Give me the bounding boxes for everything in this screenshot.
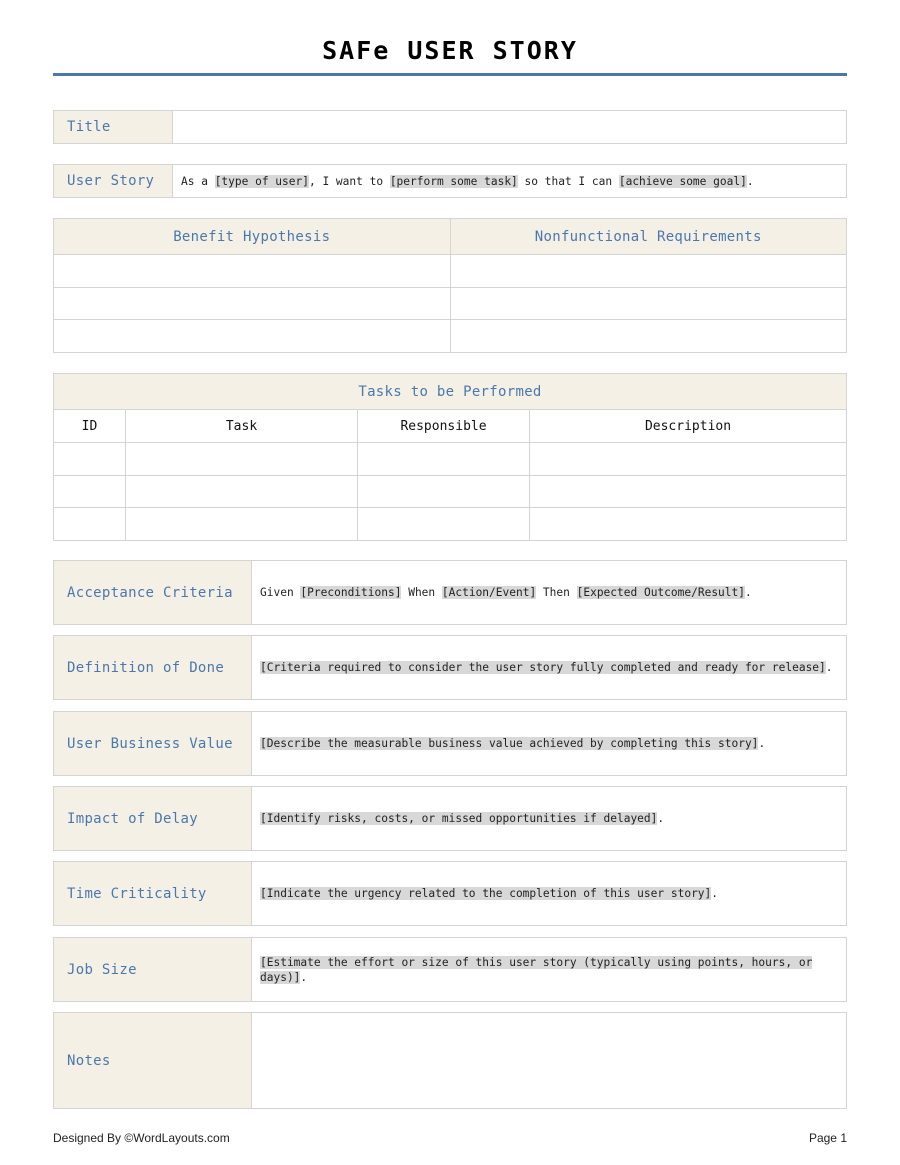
text-fragment: . [745, 586, 752, 599]
user-story-row [53, 164, 847, 198]
definition-of-done-label: Definition of Done [54, 636, 252, 699]
benefit-nfr-table [53, 218, 847, 352]
benefit-cell[interactable] [54, 255, 451, 288]
user-business-value-text[interactable] [252, 712, 846, 775]
benefit-cell[interactable] [54, 288, 451, 320]
job-size-label: Job Size [54, 938, 252, 1001]
text-fragment: As a [181, 174, 215, 188]
id-cell[interactable] [54, 508, 126, 541]
title-divider [53, 73, 847, 76]
impact-of-delay-label: Impact of Delay [54, 787, 252, 850]
placeholder-task[interactable]: [perform some task] [389, 174, 518, 188]
nfr-cell[interactable] [450, 255, 847, 288]
page-title: SAFe USER STORY [322, 36, 578, 65]
time-criticality-row [53, 861, 847, 926]
text-fragment: Then [536, 586, 577, 599]
time-criticality-label: Time Criticality [54, 862, 252, 925]
definition-of-done-text[interactable] [252, 636, 846, 699]
description-cell[interactable] [530, 476, 847, 508]
responsible-cell[interactable] [358, 476, 530, 508]
header-nonfunctional-requirements: Nonfunctional Requirements [450, 219, 847, 255]
table-row [54, 443, 847, 476]
column-header-task: Task [126, 410, 358, 443]
placeholder-business-value[interactable]: [Describe the measurable business value achieved by completing this story] [260, 737, 759, 750]
user-story-label: User Story [54, 165, 173, 197]
id-cell[interactable] [54, 443, 126, 476]
placeholder-impact[interactable]: [Identify risks, costs, or missed opportunities if delayed] [260, 812, 658, 825]
placeholder-goal[interactable]: [achieve some goal] [618, 174, 747, 188]
user-business-value-row [53, 711, 847, 776]
text-fragment: , I want to [308, 174, 390, 188]
impact-of-delay-text[interactable] [252, 787, 846, 850]
acceptance-criteria-label: Acceptance Criteria [54, 561, 252, 624]
text-fragment: so that I can [517, 174, 619, 188]
column-header-id: ID [54, 410, 126, 443]
placeholder-effort[interactable]: [Estimate the effort or size of this user story (typically using points, hours, or days)] [260, 955, 813, 984]
placeholder-urgency[interactable]: [Indicate the urgency related to the completion of this user story] [260, 887, 712, 900]
placeholder-criteria[interactable]: [Criteria required to consider the user story fully completed and ready for release] [260, 661, 826, 674]
description-cell[interactable] [530, 443, 847, 476]
text-fragment: . [758, 737, 766, 750]
title-label: Title [54, 111, 173, 143]
footer-credit: Designed By ©WordLayouts.com [53, 1131, 230, 1145]
tasks-table-title: Tasks to be Performed [54, 374, 847, 410]
impact-of-delay-row [53, 786, 847, 851]
user-business-value-label: User Business Value [54, 712, 252, 775]
description-cell[interactable] [530, 508, 847, 541]
nfr-cell[interactable] [450, 320, 847, 353]
notes-row [53, 1012, 847, 1109]
table-row [54, 476, 847, 508]
placeholder-action-event[interactable]: [Action/Event] [441, 586, 537, 599]
time-criticality-text[interactable] [252, 862, 846, 925]
task-cell[interactable] [126, 476, 358, 508]
benefit-cell[interactable] [54, 320, 451, 353]
placeholder-preconditions[interactable]: [Preconditions] [300, 586, 402, 599]
responsible-cell[interactable] [358, 508, 530, 541]
job-size-row [53, 937, 847, 1002]
nfr-cell[interactable] [450, 288, 847, 320]
tasks-table [53, 373, 847, 540]
text-fragment: . [825, 661, 833, 674]
text-fragment: . [711, 887, 719, 900]
column-header-responsible: Responsible [358, 410, 530, 443]
text-fragment: When [401, 586, 442, 599]
header-benefit-hypothesis: Benefit Hypothesis [54, 219, 451, 255]
task-cell[interactable] [126, 443, 358, 476]
job-size-text[interactable] [252, 938, 846, 1001]
page-number: Page 1 [808, 1131, 847, 1145]
text-fragment: . [300, 970, 308, 984]
title-input[interactable] [173, 111, 846, 143]
acceptance-criteria-text[interactable] [252, 561, 846, 624]
placeholder-type-of-user[interactable]: [type of user] [214, 174, 309, 188]
text-fragment: . [657, 812, 665, 825]
id-cell[interactable] [54, 476, 126, 508]
task-cell[interactable] [126, 508, 358, 541]
text-fragment: Given [260, 586, 301, 599]
user-story-text[interactable] [173, 165, 846, 197]
responsible-cell[interactable] [358, 443, 530, 476]
table-row [54, 508, 847, 541]
definition-of-done-row [53, 635, 847, 700]
notes-label: Notes [54, 1013, 252, 1108]
notes-input[interactable] [252, 1013, 846, 1108]
title-row [53, 110, 847, 144]
acceptance-criteria-row [53, 560, 847, 625]
text-fragment: . [746, 174, 754, 188]
placeholder-expected-outcome[interactable]: [Expected Outcome/Result] [576, 586, 745, 599]
column-header-description: Description [530, 410, 847, 443]
